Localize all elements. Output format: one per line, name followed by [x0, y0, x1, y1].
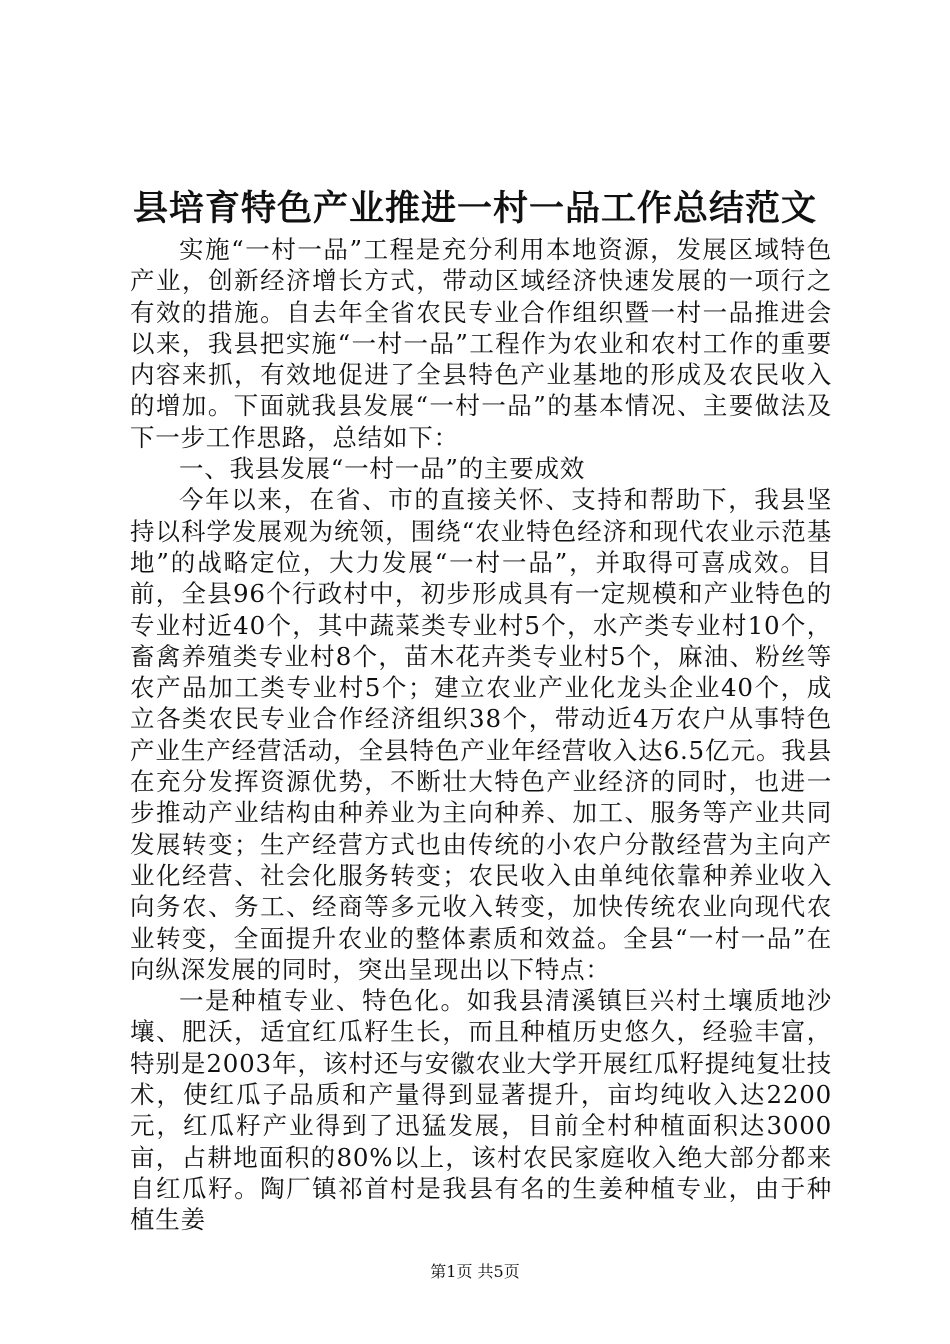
document-title: 县培育特色产业推进一村一品工作总结范文	[132, 188, 817, 229]
paragraph-feature-one: 一是种植专业、特色化。如我县清溪镇巨兴村土壤质地沙壤、肥沃，适宜红瓜籽生长，而且种植历史悠久，经验丰富，特别是2003年，该村还与安徽农业大学开展红瓜籽提纯复壮技术，使红瓜子品质和产量得到显著提升，亩均纯收入达2200元，红瓜籽产业得到了迅猛发展，目前全村种植面积达3000亩，占耕地面积的80%以上，该村农民家庭收入绝大部分都来自红瓜籽。陶厂镇祁首村是我县有名的生姜种植专业，由于种植生姜	[130, 986, 832, 1235]
paragraph-intro: 实施“一村一品”工程是充分利用本地资源，发展区域特色产业，创新经济增长方式，带动区域经济快速发展的一项行之有效的措施。自去年全省农民专业合作组织暨一村一品推进会以来，我县把实施“一村一品”工程作为农业和农村工作的重要内容来抓，有效地促进了全县特色产业基地的形成及农民收入的增加。下面就我县发展“一村一品”的基本情况、主要做法及下一步工作思路，总结如下：	[130, 235, 832, 452]
section-heading: 一、我县发展“一村一品”的主要成效	[179, 454, 586, 484]
page-footer: 第1页 共5页	[430, 1262, 520, 1281]
paragraph-achievements: 今年以来，在省、市的直接关怀、支持和帮助下，我县坚持以科学发展观为统领，围绕“农业特色经济和现代农业示范基地”的战略定位，大力发展“一村一品”，并取得可喜成效。目前，全县96个行政村中，初步形成具有一定规模和产业特色的专业村近40个，其中蔬菜类专业村5个，水产类专业村10个，畜禽养殖类专业村8个，苗木花卉类专业村5个，麻油、粉丝等农产品加工类专业村5个；建立农业产业化龙头企业40个，成立各类农民专业合作经济组织38个，带动近4万农户从事特色产业生产经营活动，全县特色产业年经营收入达6.5亿元。我县在充分发挥资源优势，不断壮大特色产业经济的同时，也进一步推动产业结构由种养业为主向种养、加工、服务等产业共同发展转变；生产经营方式也由传统的小农户分散经营为主向产业化经营、社会化服务转变；农民收入由单纯依靠种养业收入向务农、务工、经商等多元收入转变，加快传统农业向现代农业转变，全面提升农业的整体素质和效益。全县“一村一品”在向纵深发展的同时，突出呈现出以下特点：	[130, 485, 833, 984]
document-body	[130, 234, 832, 1236]
